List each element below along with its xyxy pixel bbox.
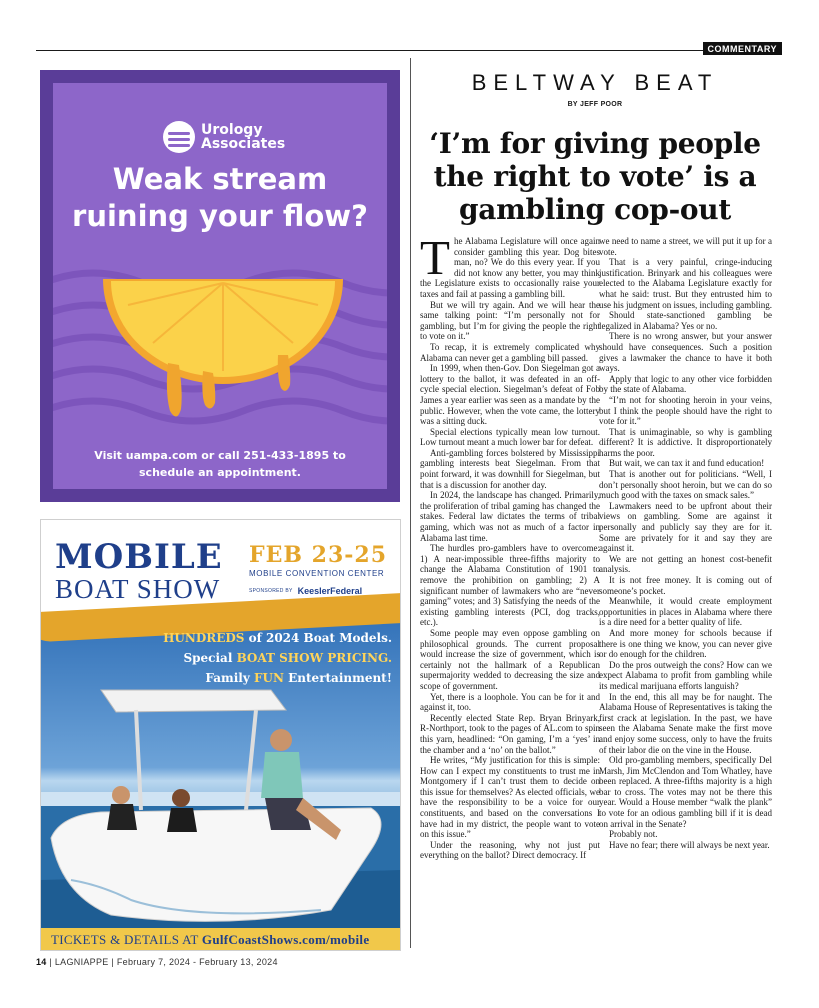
article-paragraph: Anti-gambling forces bolstered by Mississippi gambling interests beat Siegelman. From that point forward, it was downhill for Siegelman, but that is a discussion for another day. <box>420 447 600 490</box>
article-paragraph: That is unimaginable, so why is gambling different? It is addictive. It disproportionately harms the poor. <box>599 426 772 458</box>
urology-headline: Weak stream ruining your flow? <box>72 162 368 233</box>
article-paragraph: But wait, we can tax it and fund education! <box>609 458 765 469</box>
article-paragraph: Special elections typically mean low turnout. Low turnout meant a much lower bar for defeat. <box>420 426 600 448</box>
page-number: 14 <box>36 957 47 967</box>
article-paragraph: Recently elected State Rep. Bryan Brinyark, R-Northport, took to the pages of AL.com to spin this yarn, headlined: “On gaming, I’m a ‘yes’ in the chamber and a ‘no’ on the ballot.” <box>420 712 600 755</box>
wave-icon <box>163 121 195 153</box>
article-paragraph: In 1999, when then-Gov. Don Siegelman got a lottery to the ballot, it was defeated in an off-cycle special election. Siegelman’s defeat of Fob James a year earlier was seen as a mandate by the public. However, when the vote came, the lottery was a sitting duck. <box>420 363 600 427</box>
headline: ‘I’m for giving people the right to vote’ is a gambling cop-out <box>429 127 761 226</box>
article-paragraph: “I’m not for shooting heroin in your veins, but I think the people should have the right to vote for it.” <box>599 394 772 427</box>
lemon-illustration <box>53 243 387 443</box>
section-tag: COMMENTARY <box>703 42 783 55</box>
byline: BY JEFF POOR <box>567 101 623 108</box>
article-paragraph: In 2024, the landscape has changed. Primarily, the proliferation of tribal gaming has changed the stakes. Federal law dictates the terms of tribal gaming, which was not as much of a factor in Alabama last time. <box>420 490 600 543</box>
article-paragraph: The hurdles pro-gamblers have to overcome: 1) A near-impossible three-fifths majority to change the Alabama Constitution of 1901 to remove the prohibition on gambling; 2) A significant number of lawmakers who are “never gaming” votes; and 3) Satisfying the needs of the existing gambling interests (PCI, dog tracks, etc.). <box>420 543 600 628</box>
article-paragraph: Do the pros outweigh the cons? How can we expect Alabama to profit from gambling while its medical marijuana efforts languish? <box>599 659 772 691</box>
urology-logo <box>163 121 285 153</box>
article-paragraph: There is no wrong answer, but your answer should have consequences. Such a position gives a lawmaker the chance to have it both ways. <box>599 331 772 374</box>
boat-show-dates: FEB 23-25 <box>249 542 388 568</box>
article-paragraph: we need to name a street, we will put it up for a vote. <box>599 236 772 257</box>
column-divider <box>410 58 411 948</box>
article-paragraph: Under the reasoning, why not just put everything on the ballot? Direct democracy. If <box>420 839 600 861</box>
top-rule <box>36 50 782 51</box>
article-paragraph: We are not getting an honest cost-benefit analysis. <box>599 553 772 575</box>
boat-show-footer[interactable]: TICKETS & DETAILS AT GulfCoastShows.com/mobile <box>41 928 400 950</box>
article-column-2 <box>599 236 772 850</box>
sponsor-label: SPONSORED BY <box>249 588 293 594</box>
article-paragraph: Some people may even oppose gambling on philosophical grounds. The current proposal would increase the size of government, which is certainly not the hallmark of a Republican supermajority wedded to decreasing the size and scope of government. <box>420 627 600 691</box>
boat-show-ad[interactable] <box>40 519 401 951</box>
article-paragraph: And more money for schools because if there is one thing we know, you can never give or do enough for the children. <box>599 627 772 660</box>
article-paragraph: Lawmakers need to be upfront about their views on gambling. Some are against it personally and publicly say they are for it. Some are privately for it and say they are against it. <box>599 500 772 554</box>
article-paragraph: Should state-sanctioned gambling be legalized in Alabama? Yes or no. <box>599 310 772 331</box>
article-column-1 <box>420 230 600 861</box>
dropcap: T <box>420 230 450 285</box>
boat-photo <box>41 680 401 942</box>
article-paragraph: Have no fear; there will always be next year. <box>609 839 770 850</box>
sponsor-name: KeeslerFederal <box>297 586 363 596</box>
urology-cta: Visit uampa.com or call 251-433-1895 to schedule an appointment. <box>94 449 346 479</box>
boat-show-venue: MOBILE CONVENTION CENTER <box>249 569 385 578</box>
publication-name: LAGNIAPPE <box>54 957 109 967</box>
column-kicker: BELTWAY BEAT <box>471 70 719 95</box>
article-column-1-body <box>420 230 600 861</box>
article-paragraph: In the end, this all may be for naught. The Alabama House of Representatives is taking the first crack at legislation. In the past, we have seen the Alabama Senate make the first move and enjoy some success, only to have the fruits of their labor die on the vine in the House. <box>599 691 772 755</box>
article-paragraph: Apply that logic to any other vice forbidden by the state of Alabama. <box>599 373 772 395</box>
boat-show-title: MOBILE <box>55 537 223 577</box>
page-folio: 14 | LAGNIAPPE | February 7, 2024 - February 13, 2024 <box>36 957 278 967</box>
article-paragraph: he Alabama Legislature will once again consider gambling this year. Dog bites man, no? We do this every year. If you did not know any better, you may think the Legislature exists to occasionally raise your taxes and fail at passing a gambling bill. <box>420 236 600 299</box>
boat-show-promo: HUNDREDS of 2024 Boat Models. Special BOAT SHOW PRICING. Family FUN Entertainment! <box>163 631 392 685</box>
article-paragraph: Yet, there is a loophole. You can be for it and against it, too. <box>420 691 600 713</box>
article-paragraph: That is a very painful, cringe-inducing justification. Brinyark and his colleagues were elected to the Alabama Legislature exactly for what he said: trust. But they entrusted him to use his judgment on issues, including gambling. <box>599 257 772 310</box>
urology-ad[interactable] <box>40 70 400 502</box>
article-paragraph: He writes, “My justification for this is simple: How can I expect my constituents to trust me in Montgomery if I can’t trust them to decide on this issue for themselves? As elected officials, we have the responsibility to be a voice for our constituents, and based on the conversations I have had in my district, the people want to vote on this issue.” <box>420 755 600 840</box>
article-paragraph: Old pro-gambling members, specifically Del Marsh, Jim McClendon and Tom Whatley, have been replaced. A three-fifths majority is a high bar to cross. The votes may not be there this year. Would a House member “walk the plank” to vote for an odious gambling bill if it is dead on arrival in the Senate? <box>599 755 772 829</box>
article-paragraph: Probably not. <box>609 829 658 840</box>
issue-dates: February 7, 2024 - February 13, 2024 <box>116 957 278 967</box>
urology-ad-panel <box>53 83 387 489</box>
article-paragraph: Meanwhile, it would create employment opportunities in places in Alabama where there is a dire need for a better quality of life. <box>599 596 772 628</box>
article-paragraph: But we will try again. And we will hear the same talking point: “I’m personally not for gambling, but I’m for giving the people the right to vote on it.” <box>420 299 600 342</box>
article-paragraph: To recap, it is extremely complicated why Alabama can never get a gambling bill passed. <box>420 341 600 363</box>
urology-brand: Urology Associates <box>201 122 286 152</box>
boat-show-url[interactable]: GulfCoastShows.com/mobile <box>201 932 370 947</box>
boat-show-subtitle: BOAT SHOW <box>55 574 221 604</box>
article-column-2-body <box>599 236 772 850</box>
article-paragraph: That is another out for politicians. “Well, I don’t personally shoot heroin, but we can do so much good with the taxes on smack sales.” <box>599 469 772 501</box>
boat-show-sponsor <box>249 586 362 596</box>
article-paragraph: It is not free money. It is coming out of someone’s pocket. <box>599 575 772 596</box>
